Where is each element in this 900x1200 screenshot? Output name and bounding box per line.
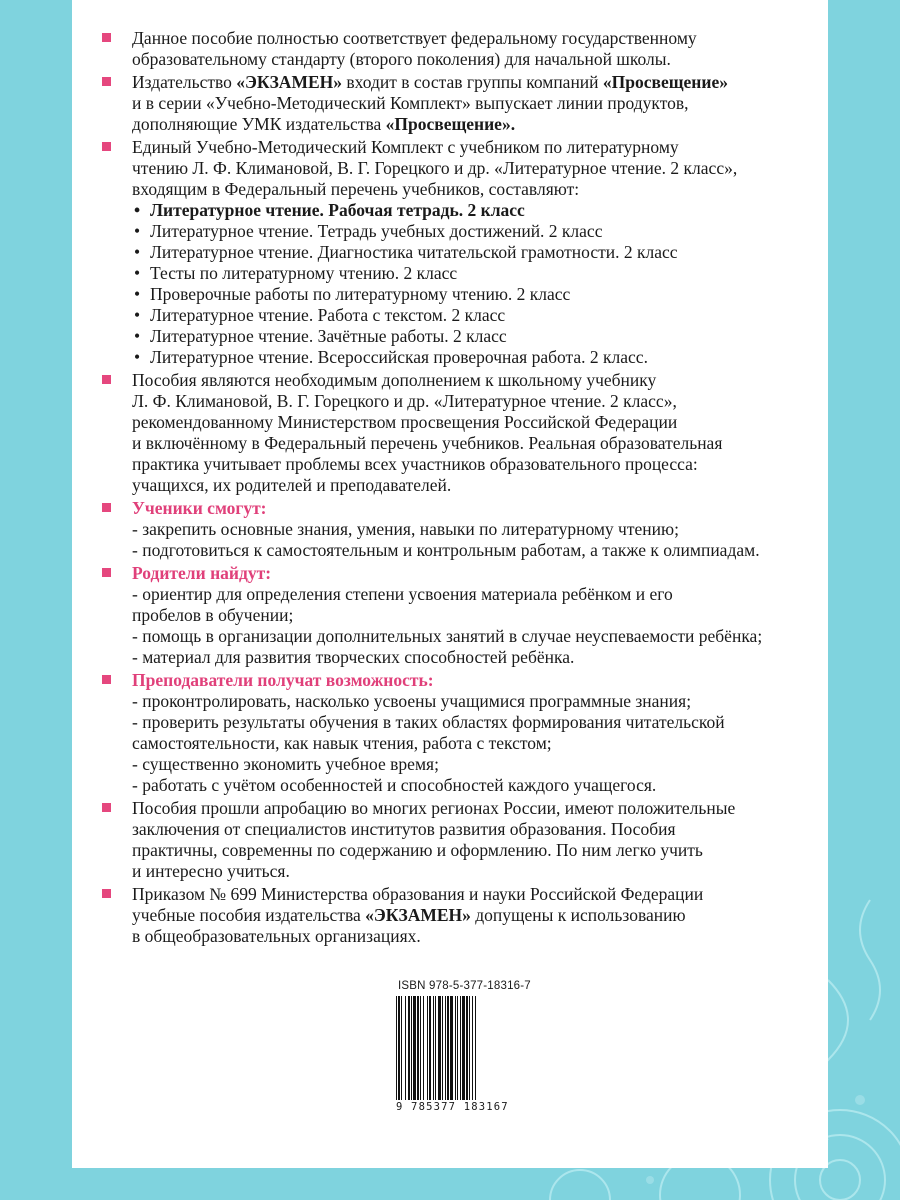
text-line bbox=[132, 114, 856, 135]
section-teachers bbox=[96, 670, 856, 796]
bold-text: «Просвещение». bbox=[385, 114, 516, 134]
text-line: Единый Учебно-Методический Комплект с учебником по литературному bbox=[132, 137, 679, 157]
text-line: рекомендованному Министерством просвещения Российской Федерации bbox=[132, 412, 678, 432]
bullet-icon bbox=[102, 142, 111, 151]
text-line: Л. Ф. Климановой, В. Г. Горецкого и др. «Литературное чтение. 2 класс», bbox=[132, 391, 677, 411]
bullet-icon bbox=[102, 568, 111, 577]
text-line: - существенно экономить учебное время; bbox=[132, 754, 439, 774]
text-line: и включённому в Федеральный перечень учебников. Реальная образовательная bbox=[132, 433, 723, 453]
text-line bbox=[132, 926, 856, 947]
product-title: Литературное чтение. Тетрадь учебных достижений. 2 класс bbox=[150, 221, 603, 241]
bullet-icon bbox=[102, 375, 111, 384]
text-segment: входит в состав группы компаний bbox=[342, 72, 603, 92]
text-line: заключения от специалистов институтов развития образования. Пособия bbox=[132, 819, 676, 839]
product-list-item: • Литературное чтение. Всероссийская проверочная работа. 2 класс. bbox=[134, 347, 648, 367]
bullet-icon bbox=[102, 33, 111, 42]
text-line: Данное пособие полностью соответствует федеральному государственному bbox=[132, 28, 697, 48]
product-title: Литературное чтение. Работа с текстом. 2 класс bbox=[150, 305, 506, 325]
text-line: практика учитывает проблемы всех участников образовательного процесса: bbox=[132, 454, 698, 474]
text-line: - проконтролировать, насколько усвоены учащимися программные знания; bbox=[132, 691, 692, 711]
text-line: Пособия прошли апробацию во многих регионах России, имеют положительные bbox=[132, 798, 736, 818]
product-list-item: • Тесты по литературному чтению. 2 класс bbox=[134, 263, 458, 283]
product-title: Литературное чтение. Зачётные работы. 2 класс bbox=[150, 326, 507, 346]
text-segment: учебные пособия издательства bbox=[132, 905, 366, 925]
text-segment: Приказом № 699 Министерства образования и науки Российской Федерации bbox=[132, 884, 704, 904]
product-list-item: • Литературное чтение. Зачётные работы. 2 класс bbox=[134, 326, 507, 346]
product-title: Литературное чтение. Всероссийская проверочная работа. 2 класс. bbox=[150, 347, 648, 367]
text-segment: в общеобразовательных организациях. bbox=[132, 926, 421, 946]
section-parents bbox=[96, 563, 856, 668]
section-approbation bbox=[96, 798, 856, 882]
text-line: практичны, современны по содержанию и оформлению. По ним легко учить bbox=[132, 840, 703, 860]
section-publisher bbox=[96, 72, 856, 135]
section-heading: Преподаватели получат возможность: bbox=[132, 670, 434, 690]
product-title: Литературное чтение. Рабочая тетрадь. 2 класс bbox=[150, 200, 525, 220]
section-heading: Родители найдут: bbox=[132, 563, 272, 583]
barcode-digits: 9 785377 183167 bbox=[396, 1101, 509, 1113]
product-list-item: • Литературное чтение. Диагностика читательской грамотности. 2 класс bbox=[134, 242, 678, 262]
section-order bbox=[96, 884, 856, 947]
bold-text: «ЭКЗАМЕН» bbox=[365, 905, 471, 925]
bullet-icon bbox=[102, 889, 111, 898]
text-line: - проверить результаты обучения в таких областях формирования читательской bbox=[132, 712, 725, 732]
isbn-label: ISBN 978-5-377-18316-7 bbox=[398, 980, 531, 992]
bullet-icon bbox=[102, 803, 111, 812]
text-line: пробелов в обучении; bbox=[132, 605, 294, 625]
text-line: - материал для развития творческих способностей ребёнка. bbox=[132, 647, 575, 667]
text-line bbox=[132, 72, 856, 93]
bullet-icon bbox=[102, 77, 111, 86]
product-title: Проверочные работы по литературному чтению. 2 класс bbox=[150, 284, 571, 304]
text-line: - подготовиться к самостоятельным и контрольным работам, а также к олимпиадам. bbox=[132, 540, 760, 560]
text-line: - работать с учётом особенностей и способностей каждого учащегося. bbox=[132, 775, 657, 795]
text-line: и интересно учиться. bbox=[132, 861, 290, 881]
text-line bbox=[132, 884, 856, 905]
text-line: Пособия являются необходимым дополнением к школьному учебнику bbox=[132, 370, 657, 390]
product-list-item: • Литературное чтение. Рабочая тетрадь. 2 класс bbox=[134, 200, 525, 220]
section-compliance bbox=[96, 28, 856, 70]
text-line: самостоятельности, как навык чтения, работа с текстом; bbox=[132, 733, 552, 753]
bold-text: «Просвещение» bbox=[602, 72, 728, 92]
text-segment: Издательство bbox=[132, 72, 237, 92]
barcode-icon bbox=[396, 996, 508, 1100]
text-line: учащихся, их родителей и преподавателей. bbox=[132, 475, 452, 495]
text-line: образовательному стандарту (второго поколения) для начальной школы. bbox=[132, 49, 671, 69]
text-line: чтению Л. Ф. Климановой, В. Г. Горецкого и др. «Литературное чтение. 2 класс», bbox=[132, 158, 738, 178]
product-list bbox=[132, 200, 856, 368]
text-line: входящим в Федеральный перечень учебников, составляют: bbox=[132, 179, 580, 199]
bullet-icon bbox=[102, 675, 111, 684]
text-line: - ориентир для определения степени усвоения материала ребёнком и его bbox=[132, 584, 673, 604]
product-list-item: • Литературное чтение. Работа с текстом. 2 класс bbox=[134, 305, 506, 325]
section-students bbox=[96, 498, 856, 561]
text-line: - закрепить основные знания, умения, навыки по литературному чтению; bbox=[132, 519, 679, 539]
text-segment: и в серии «Учебно-Методический Комплект» выпускает линии продуктов, bbox=[132, 93, 689, 113]
product-list-item: • Литературное чтение. Тетрадь учебных достижений. 2 класс bbox=[134, 221, 603, 241]
product-title: Тесты по литературному чтению. 2 класс bbox=[150, 263, 458, 283]
content-body bbox=[96, 28, 856, 949]
text-segment: дополняющие УМК издательства bbox=[132, 114, 386, 134]
section-umk bbox=[96, 137, 856, 368]
text-line bbox=[132, 93, 856, 114]
text-segment: допущены к использованию bbox=[470, 905, 686, 925]
bullet-icon bbox=[102, 503, 111, 512]
text-line: - помощь в организации дополнительных занятий в случае неуспеваемости ребёнка; bbox=[132, 626, 763, 646]
text-line bbox=[132, 905, 856, 926]
bold-text: «ЭКЗАМЕН» bbox=[236, 72, 343, 92]
product-list-item: • Проверочные работы по литературному чтению. 2 класс bbox=[134, 284, 571, 304]
product-title: Литературное чтение. Диагностика читательской грамотности. 2 класс bbox=[150, 242, 678, 262]
section-heading: Ученики смогут: bbox=[132, 498, 267, 518]
section-purpose bbox=[96, 370, 856, 496]
